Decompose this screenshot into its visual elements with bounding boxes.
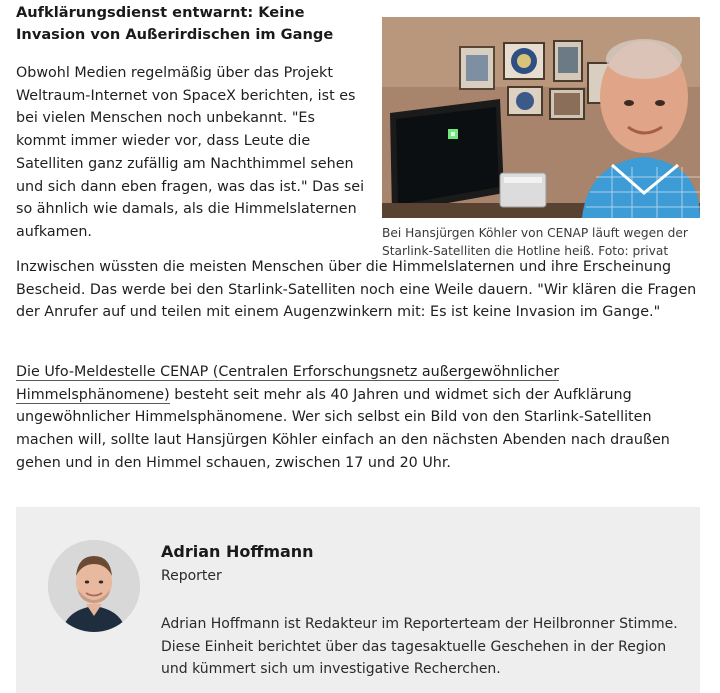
avatar-illustration <box>48 540 140 632</box>
cenap-link[interactable]: Die Ufo-Meldestelle CENAP (Centralen Erforschungsnetz außergewöhnlicher Himmelsphänomene) <box>16 364 560 403</box>
author-role: Reporter <box>161 568 222 584</box>
author-name[interactable]: Adrian Hoffmann <box>161 542 314 561</box>
article-photo[interactable] <box>382 17 700 218</box>
article-paragraph-2: Inzwischen wüssten die meisten Menschen über die Himmelslaternen und ihre Erscheinung Bescheid. Das werde bei den Starlink-Satelliten noch eine Weile dauern. "Wir klären die Fragen der Anrufer auf und teilen mit einem Augenzwinkern mit: Es ist keine Invasion im Gange." <box>16 259 697 321</box>
article-paragraph-3-text: besteht seit mehr als 40 Jahren und widmet sich der Aufklärung ungewöhnlicher Himmelsphänomene. Wer sich selbst ein Bild von den Starlink-Satelliten machen will, sollte laut Hansjürgen Köhler einfach an den nächsten Abenden nach draußen gehen und in den Himmel schauen, zwischen 17 und 20 Uhr. <box>16 386 670 471</box>
photo-illustration <box>382 17 700 218</box>
article-paragraph-1: Obwohl Medien regelmäßig über das Projekt Weltraum-Internet von SpaceX berichten, ist es bei vielen Menschen noch unbekannt. "Es kommt immer wieder vor, dass Leute die Satelliten ganz zufällig am Nachthimmel sehen und sich dann eben fragen, was das ist." Das sei so ähnlich wie damals, als die Himmelslaternen aufkamen. <box>16 65 365 240</box>
author-box <box>16 507 700 693</box>
article-subhead: Aufklärungsdienst entwarnt: Keine Invasion von Außerirdischen im Gange <box>16 4 334 43</box>
article-paragraph-3 <box>16 361 704 475</box>
article-figure <box>382 17 700 260</box>
author-bio: Adrian Hoffmann ist Redakteur im Reporterteam der Heilbronner Stimme. Diese Einheit berichtet über das tagesaktuelle Geschehen in der Region und kümmert sich um investigative Recherchen. <box>161 616 678 677</box>
figure-caption: Bei Hansjürgen Köhler von CENAP läuft wegen der Starlink-Satelliten die Hotline heiß. Foto: privat <box>382 226 688 258</box>
author-avatar[interactable] <box>48 540 140 632</box>
